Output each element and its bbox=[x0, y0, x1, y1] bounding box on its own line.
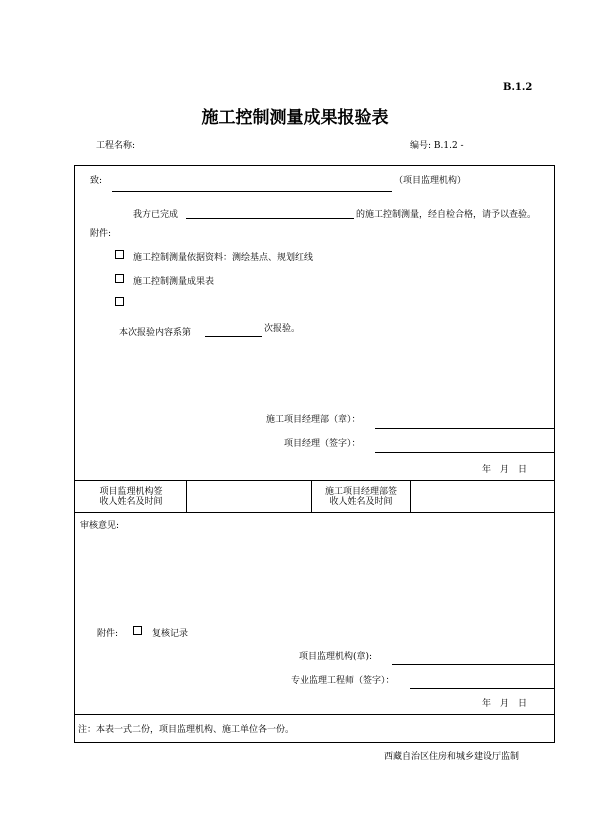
form-code: B.1.2 bbox=[503, 82, 533, 93]
supervisor-seal-field[interactable] bbox=[392, 664, 554, 665]
review-attachment-item: 复核记录 bbox=[152, 629, 189, 639]
submission-count-field[interactable] bbox=[205, 336, 262, 337]
footer-issuer: 西藏自治区住房和城乡建设厅监制 bbox=[384, 752, 520, 762]
contractor-receipt-line-1: 施工项目经理部签 bbox=[324, 487, 397, 497]
engineer-label: 专业监理工程师（签字）： bbox=[291, 676, 395, 686]
contractor-receipt-line-2: 收人姓名及时间 bbox=[329, 497, 393, 507]
project-manager-label: 项目经理（签字）： bbox=[284, 439, 361, 449]
project-name-label: 工程名称: bbox=[96, 141, 136, 151]
form-number-label: 编号: B.1.2 - bbox=[410, 141, 464, 151]
contractor-receipt-label bbox=[312, 487, 410, 507]
attachment-checkbox-1[interactable] bbox=[115, 250, 124, 259]
work-name-field[interactable] bbox=[186, 218, 354, 219]
submission-suffix: 次报验。 bbox=[264, 324, 301, 334]
cell-divider bbox=[410, 480, 411, 512]
attachment-checkbox-2[interactable] bbox=[115, 274, 124, 283]
page-title: 施工控制测量成果报验表 bbox=[201, 108, 389, 128]
supervisor-org-label: （项目监理机构） bbox=[394, 176, 467, 186]
form-note: 注：本表一式二份，项目监理机构、施工单位各一份。 bbox=[78, 725, 295, 735]
supervisor-receipt-label bbox=[76, 487, 186, 507]
supervisor-receipt-line-2: 收人姓名及时间 bbox=[99, 497, 163, 507]
contractor-seal-field[interactable] bbox=[375, 428, 554, 429]
divider bbox=[74, 480, 555, 481]
divider bbox=[74, 714, 555, 715]
date-label: 年 月 日 bbox=[482, 465, 528, 475]
completed-suffix: 的施工控制测量，经自检合格，请予以查验。 bbox=[356, 210, 537, 220]
review-opinion-area[interactable] bbox=[80, 532, 550, 622]
divider bbox=[74, 512, 555, 513]
review-label: 审核意见: bbox=[80, 521, 120, 531]
cell-divider bbox=[186, 480, 187, 512]
attachment-label-2: 施工控制测量成果表 bbox=[133, 277, 215, 287]
attachments-label: 附件: bbox=[90, 229, 112, 239]
attachment-checkbox-3[interactable] bbox=[115, 297, 124, 306]
project-manager-signature-field[interactable] bbox=[375, 452, 554, 453]
supervisor-receipt-field[interactable] bbox=[188, 482, 310, 510]
completed-prefix: 我方已完成 bbox=[133, 210, 179, 220]
review-attachment-checkbox[interactable] bbox=[133, 626, 142, 635]
supervisor-seal-label: 项目监理机构(章): bbox=[299, 652, 373, 662]
submission-prefix: 本次报验内容系第 bbox=[119, 328, 192, 338]
attachment-label-1: 施工控制测量依据资料：测绘基点、规划红线 bbox=[133, 253, 314, 263]
engineer-signature-field[interactable] bbox=[410, 688, 554, 689]
review-attachment-label: 附件: bbox=[97, 629, 119, 639]
supervisor-receipt-line-1: 项目监理机构签 bbox=[99, 487, 163, 497]
contractor-dept-label: 施工项目经理部（章）： bbox=[266, 415, 361, 425]
recipient-field[interactable] bbox=[112, 191, 392, 192]
review-date-label: 年 月 日 bbox=[482, 699, 528, 709]
contractor-receipt-field[interactable] bbox=[412, 482, 552, 510]
to-label: 致: bbox=[90, 176, 103, 186]
